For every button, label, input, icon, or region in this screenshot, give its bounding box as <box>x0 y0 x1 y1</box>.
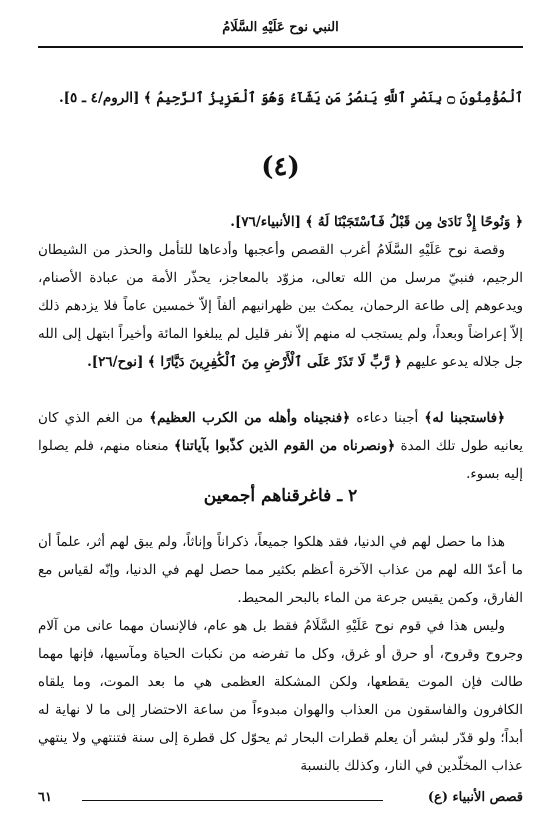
paragraph-text: أجبنا دعاءه <box>356 410 419 426</box>
paragraph-3 <box>38 528 523 612</box>
verse-reference: [الأنبياء/٧٦]. <box>230 214 302 230</box>
verse-reference: [نوح/٢٦]. <box>87 354 144 370</box>
section-heading: ٢ ـ فاغرقناهم أجمعين <box>203 486 358 506</box>
anbiya-verse-line <box>38 208 523 236</box>
book-page <box>38 0 523 838</box>
quran-quote: ﴿فاستجبنا له﴾ <box>424 410 505 426</box>
section-number: (٤) <box>261 152 300 182</box>
paragraph-text: هذا ما حصل لهم في الدنيا، فقد هلكوا جميعاً، ذكراناً وإناثاً، ولم يبق لهم أثر، علماً أن ما أعدّ الله لهم من عذاب الآخرة أعظم بكثير مما حصل لهم في الدنيا، وإنّه لقياس مع الفارق، وكمن يقيس جرعة من الماء بالبحر المحيط. <box>38 534 523 606</box>
paragraph-2 <box>38 404 523 488</box>
paragraph-text: وليس هذا في قوم نوح عَلَيْهِ السَّلَامُ فقط بل هو عام، فالإنسان مهما عانى من آلام وجروح وقروح، أو حرق أو غرق، وكل ما تفرضه من نكبات الحياة ومآسيها، فإنها مهما طالت فإن الموت يقطعها، ولكن المشكلة العظمى هي ما بعد الموت، وما يلقاه الكافرون والفاسقون من العذاب والهوان مبدوءاً من ساعة الاحتضار إلى ما لا نهاية له أبداً؛ ولو قدّر لبشر أن يعلم قطرات البحار ثم يحوّل كل قطرة إلى سنة فتنتهي ولا ينتهي عذاب المخلّدين في النار، وكذلك بالنسبة <box>38 618 523 774</box>
paragraph-1 <box>38 236 523 376</box>
verse-reference: [الروم/٤ ـ ٥]. <box>58 90 140 106</box>
paragraph-text: من الغم الذي كان يعانيه طول تلك المدة <box>38 410 523 454</box>
quran-verse: ﴿ وَنُوحًا إِذْ نَادَىٰ مِن قَبْلُ فَٱسْتَجَبْنَا لَهُ ﴾ <box>305 214 523 230</box>
page-footer <box>38 790 523 814</box>
running-header: النبي نوح عَلَيْهِ السَّلَامُ <box>222 20 339 35</box>
paragraph-4 <box>38 612 523 780</box>
quran-verse: ٱلْمُؤْمِنُونَ ۝ بِنَصْرِ ٱللَّهِ يَنصُرُ مَن يَشَآءُ وَهُوَ ٱلْعَزِيزُ ٱلرَّحِيمُ ﴾ <box>143 90 523 106</box>
footer-book-title: قصص الأنبياء (ع) <box>427 790 523 805</box>
paragraph-text: وقصة نوح عَلَيْهِ السَّلَامُ أغرب القصص وأعجبها وأدعاها للتأمل والحذر من الشيطان الرجيم، فنبيّ مرسل من الله تعالى، مزوّد بالمعاجز، يحذّر الأمة من عبادة الأصنام، ويدعوهم إلى طاعة الرحمان، يمكث بين ظهرانيهم ألفاً إلاّ خمسين عاماً فلا يزدهم ذلك إلاّ إعراضاً وبعداً، ولم يستجب له منهم إلاّ نفر قليل لم يبلغوا المائة وأخيراً ابتهل إلى الله جل جلاله يدعو عليهم <box>38 242 523 370</box>
paragraph-text: منعناه منهم، فلم يصلوا إليه بسوء. <box>38 438 523 482</box>
page-number: ٦١ <box>38 790 52 805</box>
header-divider <box>38 46 523 48</box>
footer-divider <box>82 800 383 801</box>
quran-verse: ﴿ رَّبِّ لَا تَذَرْ عَلَى ٱلْأَرْضِ مِنَ ٱلْكَٰفِرِينَ دَيَّارًا ﴾ <box>147 354 402 370</box>
quran-quote: ﴿فنجيناه وأهله من الكرب العظيم﴾ <box>149 410 351 426</box>
quran-quote: ﴿ونصرناه من القوم الذين كذّبوا بآياتنا﴾ <box>173 438 396 454</box>
top-verse-line <box>38 84 523 112</box>
